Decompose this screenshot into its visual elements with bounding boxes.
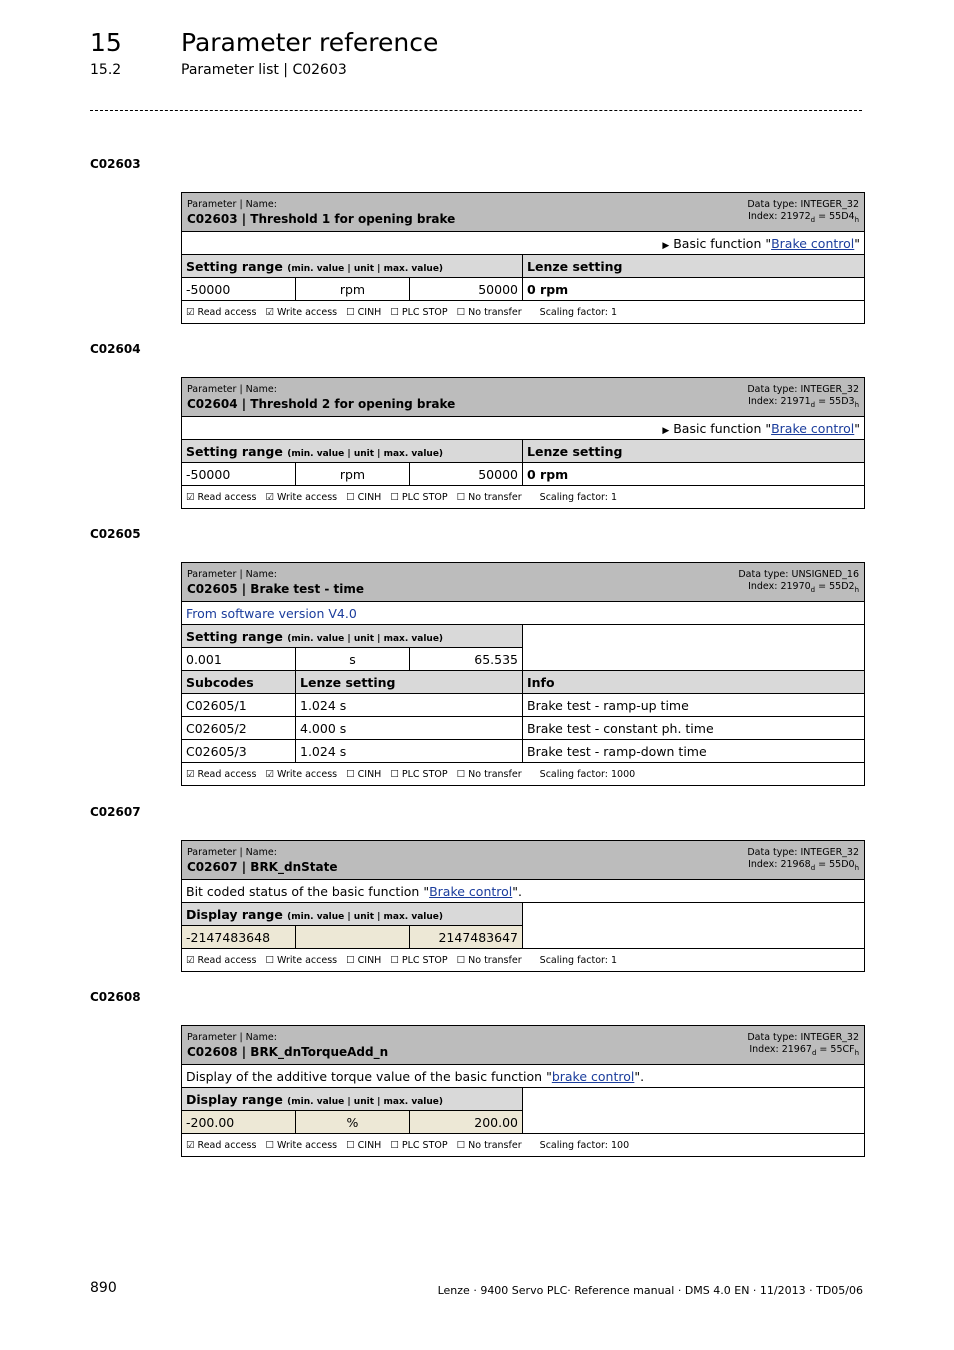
lenze-setting-header: Lenze setting xyxy=(523,255,865,278)
param-description: Bit coded status of the basic function "Brake control". xyxy=(182,880,865,903)
param-meta: Data type: INTEGER_32 Index: $21967_d = 55CF_h$ xyxy=(747,1031,860,1057)
setting-range-header: Setting range (min. value | unit | max. value) xyxy=(182,255,523,278)
range-unit: rpm xyxy=(296,463,410,486)
param-name-label: Parameter | Name: xyxy=(187,383,277,395)
param-title: C02607 | BRK_dnState xyxy=(187,859,338,874)
subcode-lenze: 4.000 s xyxy=(296,717,523,740)
range-unit xyxy=(296,926,410,949)
range-min: -200.00 xyxy=(182,1111,296,1134)
param-meta: Data type: UNSIGNED_16 Index: $21970_d = 55D2_h$ xyxy=(738,568,860,594)
param-description: Display of the additive torque value of the basic function "brake control". xyxy=(182,1065,865,1088)
param-name-label: Parameter | Name: xyxy=(187,846,277,858)
param-label-c02605: C02605 xyxy=(90,527,141,541)
empty-cell xyxy=(523,625,865,671)
brake-control-link[interactable]: brake control xyxy=(551,1068,635,1084)
param-label-c02603: C02603 xyxy=(90,157,141,171)
page-number: 890 xyxy=(90,1280,117,1296)
range-min: -50000 xyxy=(182,463,296,486)
range-max: 200.00 xyxy=(410,1111,523,1134)
version-note: From software version V4.0 xyxy=(182,602,865,625)
subcode-info: Brake test - ramp-up time xyxy=(523,694,865,717)
triangle-right-icon: ▶ xyxy=(662,425,670,436)
subcode: C02605/1 xyxy=(182,694,296,717)
param-label-c02604: C02604 xyxy=(90,342,141,356)
brake-control-link[interactable]: Brake control xyxy=(429,883,513,899)
param-title: C02603 | Threshold 1 for opening brake xyxy=(187,211,456,226)
param-header xyxy=(182,1026,865,1065)
param-title: C02608 | BRK_dnTorqueAdd_n xyxy=(187,1044,389,1059)
setting-range-header: Setting range (min. value | unit | max. value) xyxy=(182,625,523,648)
param-table-c02607 xyxy=(181,840,865,972)
brake-control-link[interactable]: Brake control xyxy=(771,235,855,251)
empty-cell xyxy=(523,1088,865,1134)
subcode-info: Brake test - ramp-down time xyxy=(523,740,865,763)
range-min: 0.001 xyxy=(182,648,296,671)
access-flags: ☑ Read access ☐ Write access ☐ CINH ☐ PLC STOP ☐ No transfer Scaling factor: 1 xyxy=(182,949,865,972)
section-number: 15.2 xyxy=(90,62,122,78)
param-name-label: Parameter | Name: xyxy=(187,198,277,210)
range-max: 50000 xyxy=(410,278,523,301)
range-unit: % xyxy=(296,1111,410,1134)
display-range-header: Display range (min. value | unit | max. value) xyxy=(182,903,523,926)
param-header xyxy=(182,193,865,232)
param-name-label: Parameter | Name: xyxy=(187,568,277,580)
param-name-label: Parameter | Name: xyxy=(187,1031,277,1043)
param-table-c02608 xyxy=(181,1025,865,1157)
range-max: 2147483647 xyxy=(410,926,523,949)
range-unit: rpm xyxy=(296,278,410,301)
table-row xyxy=(182,740,865,763)
empty-cell xyxy=(523,903,865,949)
range-max: 50000 xyxy=(410,463,523,486)
display-range-header: Display range (min. value | unit | max. value) xyxy=(182,1088,523,1111)
lenze-setting-header: Lenze setting xyxy=(296,671,523,694)
subcode-info: Brake test - constant ph. time xyxy=(523,717,865,740)
access-flags: ☑ Read access ☑ Write access ☐ CINH ☐ PLC STOP ☐ No transfer Scaling factor: 1 xyxy=(182,301,865,324)
subcodes-header: Subcodes xyxy=(182,671,296,694)
param-table-c02605 xyxy=(181,562,865,786)
triangle-right-icon: ▶ xyxy=(662,240,670,251)
chapter-title: Parameter reference xyxy=(181,28,439,57)
chapter-number: 15 xyxy=(90,28,122,57)
param-meta: Data type: INTEGER_32 Index: $21971_d = 55D3_h$ xyxy=(747,383,860,409)
access-flags: ☑ Read access ☑ Write access ☐ CINH ☐ PLC STOP ☐ No transfer Scaling factor: 1000 xyxy=(182,763,865,786)
range-max: 65.535 xyxy=(410,648,523,671)
param-title: C02605 | Brake test - time xyxy=(187,581,365,596)
param-meta: Data type: INTEGER_32 Index: $21972_d = 55D4_h$ xyxy=(747,198,860,224)
range-unit: s xyxy=(296,648,410,671)
setting-range-header: Setting range (min. value | unit | max. value) xyxy=(182,440,523,463)
header-divider xyxy=(90,110,862,111)
doc-footer: Lenze · 9400 Servo PLC· Reference manual · DMS 4.0 EN · 11/2013 · TD05/06 xyxy=(437,1284,863,1297)
param-label-c02607: C02607 xyxy=(90,805,141,819)
lenze-setting-header: Lenze setting xyxy=(523,440,865,463)
access-flags: ☑ Read access ☐ Write access ☐ CINH ☐ PLC STOP ☐ No transfer Scaling factor: 100 xyxy=(182,1134,865,1157)
param-header xyxy=(182,378,865,417)
basic-function-row: ▶ Basic function "Brake control" xyxy=(182,417,865,440)
range-min: -2147483648 xyxy=(182,926,296,949)
subcode: C02605/2 xyxy=(182,717,296,740)
basic-function-row: ▶ Basic function "Brake control" xyxy=(182,232,865,255)
param-label-c02608: C02608 xyxy=(90,990,141,1004)
param-table-c02604 xyxy=(181,377,865,509)
subcode-lenze: 1.024 s xyxy=(296,740,523,763)
param-title: C02604 | Threshold 2 for opening brake xyxy=(187,396,456,411)
subcode: C02605/3 xyxy=(182,740,296,763)
section-title: Parameter list | C02603 xyxy=(181,62,347,78)
param-header xyxy=(182,841,865,880)
param-table-c02603 xyxy=(181,192,865,324)
brake-control-link[interactable]: Brake control xyxy=(771,420,855,436)
table-row xyxy=(182,717,865,740)
param-meta: Data type: INTEGER_32 Index: $21968_d = 55D0_h$ xyxy=(747,846,860,872)
info-header: Info xyxy=(523,671,865,694)
param-header xyxy=(182,563,865,602)
lenze-setting-value: 0 rpm xyxy=(523,463,865,486)
subcode-lenze: 1.024 s xyxy=(296,694,523,717)
range-min: -50000 xyxy=(182,278,296,301)
access-flags: ☑ Read access ☑ Write access ☐ CINH ☐ PLC STOP ☐ No transfer Scaling factor: 1 xyxy=(182,486,865,509)
table-row xyxy=(182,694,865,717)
lenze-setting-value: 0 rpm xyxy=(523,278,865,301)
